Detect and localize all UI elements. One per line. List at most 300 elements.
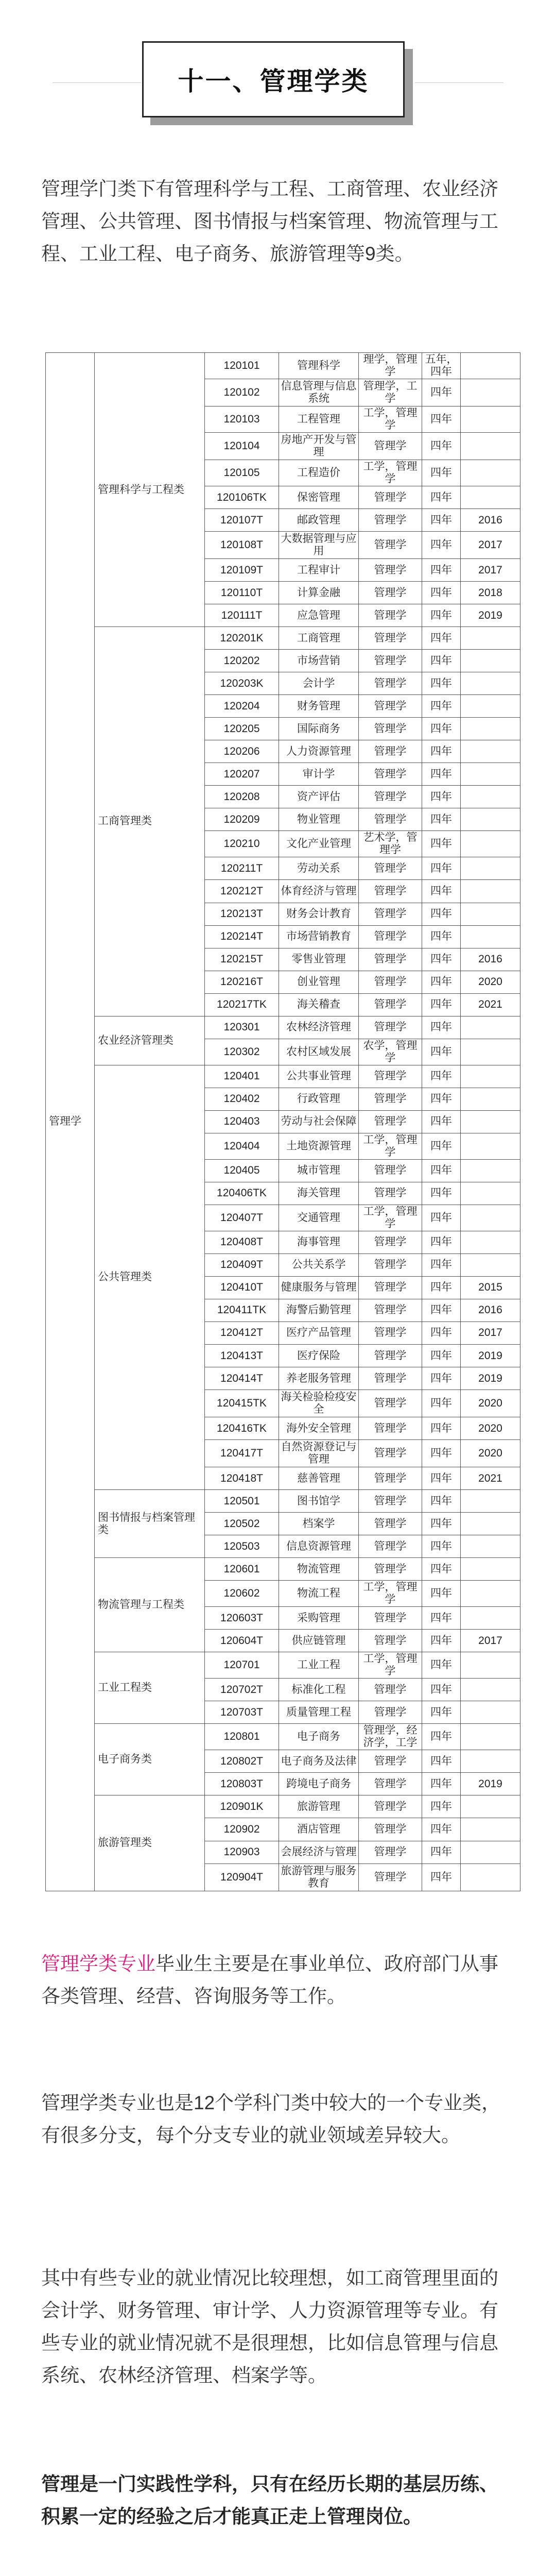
major-name-cell: 公共事业管理	[279, 1065, 359, 1088]
duration-cell: 四年	[422, 1841, 461, 1863]
duration-cell: 四年	[422, 831, 461, 857]
code-cell: 120106TK	[205, 486, 279, 509]
duration-cell: 四年	[422, 1581, 461, 1607]
major-name-cell: 供应链管理	[279, 1630, 359, 1652]
duration-cell: 四年	[422, 582, 461, 604]
degree-cell: 管理学	[359, 1701, 422, 1724]
degree-cell: 管理学	[359, 880, 422, 903]
degree-cell: 管理学	[359, 1182, 422, 1205]
duration-cell: 四年	[422, 1182, 461, 1205]
degree-cell: 管理学	[359, 486, 422, 509]
year-cell	[461, 718, 520, 740]
major-name-cell: 信息资源管理	[279, 1535, 359, 1558]
major-name-cell: 人力资源管理	[279, 740, 359, 763]
degree-cell: 管理学	[359, 1558, 422, 1581]
majors-table	[45, 352, 520, 1891]
major-name-cell: 健康服务与管理	[279, 1276, 359, 1299]
duration-cell: 四年	[422, 1750, 461, 1773]
table-row	[46, 1065, 520, 1088]
code-cell: 120418T	[205, 1467, 279, 1490]
code-cell: 120406TK	[205, 1182, 279, 1205]
duration-cell: 五年，四年	[422, 353, 461, 379]
table-row	[46, 1724, 520, 1750]
code-cell: 120207	[205, 763, 279, 786]
heading-rule-left	[53, 82, 141, 83]
year-cell: 2016	[461, 509, 520, 532]
year-cell: 2020	[461, 1417, 520, 1440]
year-cell	[461, 379, 520, 406]
year-cell	[461, 1841, 520, 1863]
major-name-cell: 零售业管理	[279, 948, 359, 971]
major-name-cell: 管理科学	[279, 353, 359, 379]
code-cell: 120803T	[205, 1773, 279, 1795]
code-cell: 120404	[205, 1133, 279, 1159]
year-cell	[461, 1039, 520, 1065]
year-cell	[461, 857, 520, 880]
duration-cell: 四年	[422, 1773, 461, 1795]
code-cell: 120407T	[205, 1205, 279, 1231]
major-name-cell: 海警后勤管理	[279, 1299, 359, 1321]
employment-paragraph-2: 管理学类专业也是12个学科门类中较大的一个专业类，有很多分支，每个分支专业的就业领域差异较大。	[41, 2092, 501, 2146]
duration-cell: 四年	[422, 1088, 461, 1110]
duration-cell: 四年	[422, 1390, 461, 1417]
major-name-cell: 海外安全管理	[279, 1417, 359, 1440]
duration-cell: 四年	[422, 1818, 461, 1841]
subcategory-cell: 电子商务类	[95, 1724, 205, 1795]
year-cell	[461, 1253, 520, 1276]
year-cell: 2017	[461, 532, 520, 559]
code-cell: 120110T	[205, 582, 279, 604]
degree-cell: 管理学	[359, 509, 422, 532]
duration-cell: 四年	[422, 1367, 461, 1390]
degree-cell: 管理学	[359, 857, 422, 880]
year-cell	[461, 627, 520, 650]
year-cell: 2020	[461, 1440, 520, 1467]
duration-cell: 四年	[422, 1110, 461, 1133]
code-cell: 120210	[205, 831, 279, 857]
degree-cell: 管理学	[359, 604, 422, 627]
major-name-cell: 创业管理	[279, 971, 359, 993]
subcategory-cell: 工业工程类	[95, 1652, 205, 1724]
employment-paragraph-1-text: 毕业生主要是在事业单位、政府部门从事各类管理、经营、咨询服务等工作。	[41, 1953, 498, 2007]
code-cell: 120402	[205, 1088, 279, 1110]
duration-cell: 四年	[422, 971, 461, 993]
code-cell: 120501	[205, 1490, 279, 1513]
major-name-cell: 会展经济与管理	[279, 1841, 359, 1863]
subcategory-cell: 工商管理类	[95, 627, 205, 1016]
year-cell	[461, 1016, 520, 1039]
subcategory-cell: 农业经济管理类	[95, 1016, 205, 1065]
code-cell: 120415TK	[205, 1390, 279, 1417]
code-cell: 120904T	[205, 1863, 279, 1891]
year-cell	[461, 695, 520, 718]
major-name-cell: 工业工程	[279, 1652, 359, 1679]
year-cell	[461, 650, 520, 672]
degree-cell: 管理学	[359, 582, 422, 604]
duration-cell: 四年	[422, 559, 461, 582]
code-cell: 120414T	[205, 1367, 279, 1390]
major-name-cell: 标准化工程	[279, 1679, 359, 1701]
code-cell: 120403	[205, 1110, 279, 1133]
code-cell: 120103	[205, 406, 279, 433]
major-name-cell: 工程审计	[279, 559, 359, 582]
degree-cell: 管理学	[359, 740, 422, 763]
degree-cell: 工学，管理学	[359, 1133, 422, 1159]
major-name-cell: 酒店管理	[279, 1818, 359, 1841]
degree-cell: 管理学	[359, 559, 422, 582]
major-name-cell: 国际商务	[279, 718, 359, 740]
subcategory-cell: 图书情报与档案管理类	[95, 1490, 205, 1558]
code-cell: 120216T	[205, 971, 279, 993]
duration-cell: 四年	[422, 1607, 461, 1630]
year-cell	[461, 1159, 520, 1182]
year-cell	[461, 1679, 520, 1701]
year-cell	[461, 1182, 520, 1205]
year-cell	[461, 1795, 520, 1818]
degree-cell: 管理学	[359, 1535, 422, 1558]
degree-cell: 管理学	[359, 1110, 422, 1133]
major-name-cell: 自然资源登记与管理	[279, 1440, 359, 1467]
code-cell: 120201K	[205, 627, 279, 650]
major-name-cell: 市场营销教育	[279, 925, 359, 948]
year-cell	[461, 1818, 520, 1841]
duration-cell: 四年	[422, 1016, 461, 1039]
year-cell	[461, 880, 520, 903]
major-name-cell: 信息管理与信息系统	[279, 379, 359, 406]
degree-cell: 管理学	[359, 627, 422, 650]
year-cell	[461, 1607, 520, 1630]
code-cell: 120503	[205, 1535, 279, 1558]
major-name-cell: 劳动与社会保障	[279, 1110, 359, 1133]
year-cell	[461, 808, 520, 831]
duration-cell: 四年	[422, 1467, 461, 1490]
code-cell: 120408T	[205, 1231, 279, 1253]
code-cell: 120205	[205, 718, 279, 740]
major-name-cell: 海事管理	[279, 1231, 359, 1253]
degree-cell: 管理学	[359, 1467, 422, 1490]
year-cell: 2016	[461, 948, 520, 971]
year-cell: 2021	[461, 993, 520, 1016]
major-name-cell: 劳动关系	[279, 857, 359, 880]
duration-cell: 四年	[422, 406, 461, 433]
major-name-cell: 审计学	[279, 763, 359, 786]
year-cell	[461, 433, 520, 460]
duration-cell: 四年	[422, 786, 461, 808]
major-name-cell: 农村区域发展	[279, 1039, 359, 1065]
year-cell	[461, 1863, 520, 1891]
duration-cell: 四年	[422, 1299, 461, 1321]
duration-cell: 四年	[422, 460, 461, 486]
major-name-cell: 文化产业管理	[279, 831, 359, 857]
year-cell: 2015	[461, 1276, 520, 1299]
degree-cell: 管理学	[359, 1490, 422, 1513]
code-cell: 120801	[205, 1724, 279, 1750]
duration-cell: 四年	[422, 433, 461, 460]
duration-cell: 四年	[422, 1863, 461, 1891]
duration-cell: 四年	[422, 1724, 461, 1750]
code-cell: 120206	[205, 740, 279, 763]
major-name-cell: 物流管理	[279, 1558, 359, 1581]
major-name-cell: 医疗保险	[279, 1345, 359, 1367]
degree-cell: 管理学	[359, 993, 422, 1016]
code-cell: 120502	[205, 1513, 279, 1535]
table-row	[46, 1652, 520, 1679]
major-name-cell: 土地资源管理	[279, 1133, 359, 1159]
duration-cell: 四年	[422, 1321, 461, 1344]
year-cell	[461, 1535, 520, 1558]
degree-cell: 管理学	[359, 948, 422, 971]
degree-cell: 管理学	[359, 1276, 422, 1299]
code-cell: 120417T	[205, 1440, 279, 1467]
major-name-cell: 房地产开发与管理	[279, 433, 359, 460]
degree-cell: 管理学	[359, 650, 422, 672]
duration-cell: 四年	[422, 1558, 461, 1581]
table-row	[46, 1558, 520, 1581]
major-name-cell: 物流工程	[279, 1581, 359, 1607]
degree-cell: 管理学	[359, 1841, 422, 1863]
duration-cell: 四年	[422, 1159, 461, 1182]
duration-cell: 四年	[422, 532, 461, 559]
duration-cell: 四年	[422, 509, 461, 532]
code-cell: 120602	[205, 1581, 279, 1607]
major-name-cell: 医疗产品管理	[279, 1321, 359, 1344]
category-cell: 管理学	[46, 353, 95, 1891]
degree-cell: 管理学	[359, 1367, 422, 1390]
code-cell: 120702T	[205, 1679, 279, 1701]
degree-cell: 管理学	[359, 1345, 422, 1367]
year-cell	[461, 903, 520, 925]
degree-cell: 管理学	[359, 1159, 422, 1182]
degree-cell: 管理学	[359, 1231, 422, 1253]
code-cell: 120102	[205, 379, 279, 406]
major-name-cell: 交通管理	[279, 1205, 359, 1231]
duration-cell: 四年	[422, 1630, 461, 1652]
major-name-cell: 计算金融	[279, 582, 359, 604]
major-name-cell: 工商管理	[279, 627, 359, 650]
year-cell	[461, 1088, 520, 1110]
degree-cell: 管理学	[359, 971, 422, 993]
major-name-cell: 体育经济与管理	[279, 880, 359, 903]
year-cell	[461, 406, 520, 433]
degree-cell: 管理学	[359, 903, 422, 925]
code-cell: 120412T	[205, 1321, 279, 1344]
employment-paragraph-4: 管理是一门实践性学科，只有在经历长期的基层历练、积累一定的经验之后才能真正走上管理岗位。	[41, 2473, 498, 2527]
duration-cell: 四年	[422, 763, 461, 786]
major-name-cell: 市场营销	[279, 650, 359, 672]
year-cell: 2020	[461, 1390, 520, 1417]
year-cell: 2019	[461, 1773, 520, 1795]
heading-title: 十一、管理学类	[178, 67, 369, 96]
duration-cell: 四年	[422, 808, 461, 831]
code-cell: 120213T	[205, 903, 279, 925]
intro-paragraph: 管理学门类下有管理科学与工程、工商管理、农业经济管理、公共管理、图书情报与档案管理、物流管理与工程、工业工程、电子商务、旅游管理等9类。	[41, 178, 498, 264]
duration-cell: 四年	[422, 1795, 461, 1818]
major-name-cell: 慈善管理	[279, 1467, 359, 1490]
duration-cell: 四年	[422, 1133, 461, 1159]
duration-cell: 四年	[422, 486, 461, 509]
code-cell: 120802T	[205, 1750, 279, 1773]
major-name-cell: 保密管理	[279, 486, 359, 509]
major-name-cell: 应急管理	[279, 604, 359, 627]
degree-cell: 管理学	[359, 1818, 422, 1841]
duration-cell: 四年	[422, 740, 461, 763]
major-name-cell: 质量管理工程	[279, 1701, 359, 1724]
section-heading	[0, 33, 556, 142]
year-cell	[461, 831, 520, 857]
year-cell	[461, 486, 520, 509]
major-name-cell: 会计学	[279, 672, 359, 695]
degree-cell: 管理学	[359, 532, 422, 559]
year-cell	[461, 1133, 520, 1159]
code-cell: 120410T	[205, 1276, 279, 1299]
code-cell: 120217TK	[205, 993, 279, 1016]
code-cell: 120204	[205, 695, 279, 718]
duration-cell: 四年	[422, 718, 461, 740]
duration-cell: 四年	[422, 1652, 461, 1679]
year-cell	[461, 1513, 520, 1535]
degree-cell: 管理学	[359, 1016, 422, 1039]
degree-cell: 管理学	[359, 1417, 422, 1440]
degree-cell: 管理学	[359, 1299, 422, 1321]
degree-cell: 管理学	[359, 925, 422, 948]
code-cell: 120411TK	[205, 1299, 279, 1321]
major-name-cell: 电子商务	[279, 1724, 359, 1750]
duration-cell: 四年	[422, 379, 461, 406]
code-cell: 120401	[205, 1065, 279, 1088]
duration-cell: 四年	[422, 1039, 461, 1065]
year-cell	[461, 1581, 520, 1607]
year-cell	[461, 1750, 520, 1773]
code-cell: 120104	[205, 433, 279, 460]
code-cell: 120202	[205, 650, 279, 672]
code-cell: 120215T	[205, 948, 279, 971]
year-cell	[461, 1065, 520, 1088]
code-cell: 120703T	[205, 1701, 279, 1724]
duration-cell: 四年	[422, 650, 461, 672]
degree-cell: 管理学	[359, 763, 422, 786]
degree-cell: 管理学	[359, 1607, 422, 1630]
year-cell: 2018	[461, 582, 520, 604]
code-cell: 120107T	[205, 509, 279, 532]
year-cell	[461, 460, 520, 486]
year-cell: 2017	[461, 1321, 520, 1344]
degree-cell: 理学，管理学	[359, 353, 422, 379]
code-cell: 120108T	[205, 532, 279, 559]
major-name-cell: 跨境电子商务	[279, 1773, 359, 1795]
subcategory-cell: 公共管理类	[95, 1065, 205, 1489]
degree-cell: 管理学	[359, 718, 422, 740]
degree-cell: 管理学	[359, 1321, 422, 1344]
duration-cell: 四年	[422, 1253, 461, 1276]
degree-cell: 管理学	[359, 1390, 422, 1417]
degree-cell: 管理学	[359, 1795, 422, 1818]
degree-cell: 工学，管理学	[359, 406, 422, 433]
degree-cell: 管理学	[359, 672, 422, 695]
highlight-term: 管理学类专业	[41, 1953, 155, 1974]
major-name-cell: 物业管理	[279, 808, 359, 831]
degree-cell: 管理学	[359, 1440, 422, 1467]
major-name-cell: 海关检验检疫安全	[279, 1390, 359, 1417]
major-name-cell: 工程造价	[279, 460, 359, 486]
year-cell: 2019	[461, 604, 520, 627]
subcategory-cell: 管理科学与工程类	[95, 353, 205, 627]
year-cell	[461, 1110, 520, 1133]
code-cell: 120203K	[205, 672, 279, 695]
code-cell: 120209	[205, 808, 279, 831]
degree-cell: 管理学	[359, 1630, 422, 1652]
year-cell	[461, 1724, 520, 1750]
code-cell: 120302	[205, 1039, 279, 1065]
code-cell: 120701	[205, 1652, 279, 1679]
major-name-cell: 海关管理	[279, 1182, 359, 1205]
duration-cell: 四年	[422, 925, 461, 948]
year-cell	[461, 1231, 520, 1253]
major-name-cell: 城市管理	[279, 1159, 359, 1182]
table-row	[46, 1795, 520, 1818]
degree-cell: 管理学，工学	[359, 379, 422, 406]
employment-paragraph-3: 其中有些专业的就业情况比较理想，如工商管理里面的会计学、财务管理、审计学、人力资源管理等专业。有些专业的就业情况就不是很理想，比如信息管理与信息系统、农林经济管理、档案学等。	[41, 2267, 498, 2386]
year-cell	[461, 1490, 520, 1513]
year-cell	[461, 925, 520, 948]
degree-cell: 工学，管理学	[359, 1581, 422, 1607]
degree-cell: 管理学	[359, 1863, 422, 1891]
duration-cell: 四年	[422, 993, 461, 1016]
code-cell: 120212T	[205, 880, 279, 903]
degree-cell: 管理学，经济学，工学	[359, 1724, 422, 1750]
major-name-cell: 资产评估	[279, 786, 359, 808]
code-cell: 120109T	[205, 559, 279, 582]
degree-cell: 工学，管理学	[359, 1652, 422, 1679]
major-name-cell: 财务管理	[279, 695, 359, 718]
table-row	[46, 353, 520, 379]
year-cell	[461, 353, 520, 379]
code-cell: 120111T	[205, 604, 279, 627]
code-cell: 120405	[205, 1159, 279, 1182]
major-name-cell: 旅游管理与服务教育	[279, 1863, 359, 1891]
duration-cell: 四年	[422, 1345, 461, 1367]
duration-cell: 四年	[422, 1231, 461, 1253]
duration-cell: 四年	[422, 948, 461, 971]
degree-cell: 艺术学，管理学	[359, 831, 422, 857]
degree-cell: 农学，管理学	[359, 1039, 422, 1065]
degree-cell: 管理学	[359, 1253, 422, 1276]
code-cell: 120413T	[205, 1345, 279, 1367]
major-name-cell: 采购管理	[279, 1607, 359, 1630]
degree-cell: 管理学	[359, 808, 422, 831]
duration-cell: 四年	[422, 880, 461, 903]
code-cell: 120301	[205, 1016, 279, 1039]
duration-cell: 四年	[422, 1440, 461, 1467]
major-name-cell: 公共关系学	[279, 1253, 359, 1276]
major-name-cell: 图书馆学	[279, 1490, 359, 1513]
table-row	[46, 1490, 520, 1513]
year-cell	[461, 786, 520, 808]
degree-cell: 管理学	[359, 1088, 422, 1110]
code-cell: 120208	[205, 786, 279, 808]
table-row	[46, 1016, 520, 1039]
major-name-cell: 行政管理	[279, 1088, 359, 1110]
year-cell: 2017	[461, 1630, 520, 1652]
degree-cell: 管理学	[359, 1065, 422, 1088]
degree-cell: 管理学	[359, 1513, 422, 1535]
year-cell	[461, 1652, 520, 1679]
code-cell: 120105	[205, 460, 279, 486]
code-cell: 120601	[205, 1558, 279, 1581]
degree-cell: 管理学	[359, 1679, 422, 1701]
duration-cell: 四年	[422, 857, 461, 880]
year-cell: 2019	[461, 1345, 520, 1367]
year-cell	[461, 1701, 520, 1724]
